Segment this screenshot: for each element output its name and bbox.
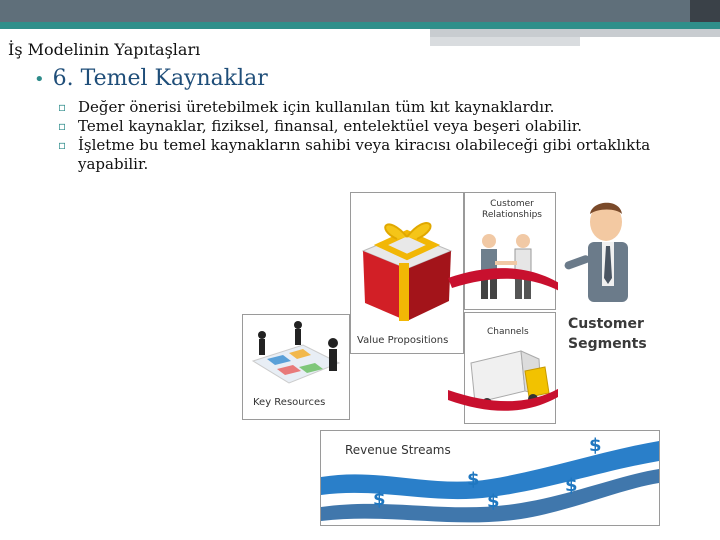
dollar-sign-2: $ [467,469,480,490]
key-resources-label: Key Resources [253,397,326,408]
slide-heading [34,66,268,91]
heading-text: 6. Temel Kaynaklar [52,66,268,91]
heading-bullet: • [34,69,45,90]
top-bar-corner [690,0,720,22]
bullet-item [58,98,668,117]
dollar-sign-4: $ [565,475,578,496]
bullet-text: Değer önerisi üretebilmek için kullanılan tüm kıt kaynaklardır. [78,98,555,116]
revenue-streams-panel [320,430,660,526]
customer-segments-panel [558,192,658,420]
accent-band [430,29,720,37]
bullet-item [58,136,668,174]
bullet-text: Temel kaynaklar, fiziksel, finansal, entelektüel veya beşeri olabilir. [78,117,583,135]
accent-band-lower [430,37,580,46]
customer-illustration [558,192,658,312]
accent-line [0,22,720,29]
channels-label: Channels [487,327,529,337]
bullet-marker: ▫ [58,100,67,114]
bullet-list [58,98,668,174]
bullet-marker: ▫ [58,119,67,133]
bullet-item [58,117,668,136]
key-resources-panel [242,314,350,420]
dollar-sign-3: $ [487,491,500,512]
slide-title: İş Modelinin Yapıtaşları [8,40,201,59]
customer-segments-label-line2: Segments [568,336,647,352]
business-model-diagram [240,190,660,530]
value-propositions-label: Value Propositions [357,335,449,346]
bullet-marker: ▫ [58,138,67,152]
dollar-sign-1: $ [373,489,386,510]
dollar-sign-5: $ [589,435,602,456]
top-bar [0,0,720,22]
revenue-streams-label: Revenue Streams [345,443,451,457]
bullet-text: İşletme bu temel kaynakların sahibi veya kiracısı olabileceği gibi ortaklıkta yapabilir. [78,136,651,173]
customer-segments-label-line1: Customer [568,316,644,332]
customer-relationships-label: Customer Relationships [482,199,542,220]
